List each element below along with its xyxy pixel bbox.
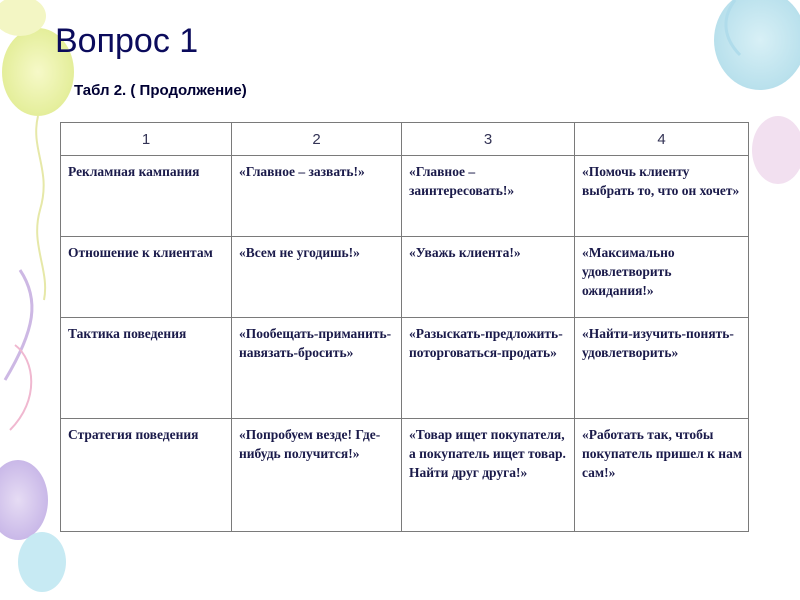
table-cell: «Главное – зазвать!» [232, 156, 402, 237]
comparison-table [60, 122, 749, 532]
slide-title: Вопрос 1 [55, 22, 199, 60]
row-label-cell: Тактика поведения [61, 318, 232, 419]
table-cell: «Найти-изучить-понять-удовлетворить» [575, 318, 749, 419]
table-cell: «Максимально удовлетворить ожидания!» [575, 237, 749, 318]
balloon-top-right [714, 0, 800, 90]
table-cell: «Всем не угодишь!» [232, 237, 402, 318]
table-cell: «Пообещать-приманить-навязать-бросить» [232, 318, 402, 419]
table-cell: «Работать так, чтобы покупатель пришел к нам сам!» [575, 419, 749, 532]
header-cell: 3 [402, 123, 575, 156]
table-row [61, 419, 749, 532]
table-row [61, 237, 749, 318]
table-header-row [61, 123, 749, 156]
balloon-right [752, 116, 800, 184]
table-cell: «Уважь клиента!» [402, 237, 575, 318]
table-cell: «Помочь клиенту выбрать то, что он хочет» [575, 156, 749, 237]
table-cell: «Разыскать-предложить-поторговаться-продать» [402, 318, 575, 419]
header-cell: 1 [61, 123, 232, 156]
table-cell: «Попробуем везде! Где-нибудь получится!» [232, 419, 402, 532]
row-label-cell: Рекламная кампания [61, 156, 232, 237]
table-caption: Табл 2. ( Продолжение) [74, 82, 247, 99]
header-cell: 2 [232, 123, 402, 156]
table-row [61, 156, 749, 237]
balloon-bottom-left [0, 460, 66, 592]
row-label-cell: Отношение к клиентам [61, 237, 232, 318]
header-cell: 4 [575, 123, 749, 156]
table-cell: «Товар ищет покупателя, а покупатель ищет товар. Найти друг друга!» [402, 419, 575, 532]
swirl-left [5, 270, 32, 430]
row-label-cell: Стратегия поведения [61, 419, 232, 532]
table-cell: «Главное – заинтересовать!» [402, 156, 575, 237]
table-row [61, 318, 749, 419]
